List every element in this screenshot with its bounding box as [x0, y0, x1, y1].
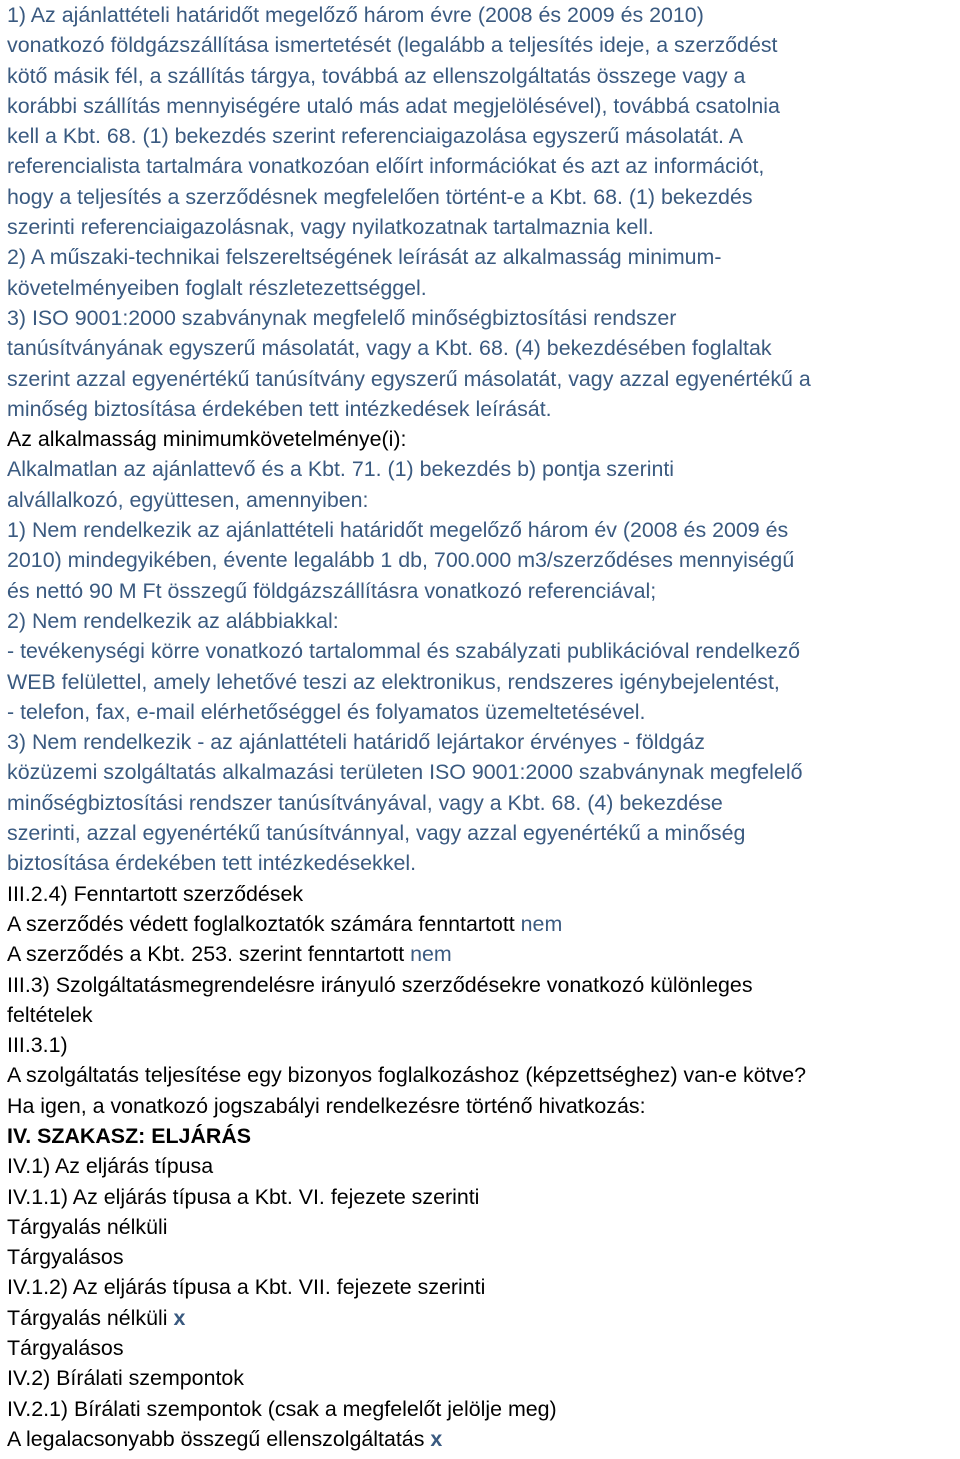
line-text: feltételek	[7, 1002, 93, 1027]
text-line	[7, 394, 957, 424]
text-line	[7, 333, 957, 363]
line-text: biztosítása érdekében tett intézkedésekkel.	[7, 851, 417, 876]
line-text: kell a Kbt. 68. (1) bekezdés szerint referenciaigazolása egyszerű másolatát. A	[7, 124, 743, 149]
text-line	[7, 788, 957, 818]
field-value: x	[430, 1426, 443, 1451]
line-text: 1) Az ajánlattételi határidőt megelőző három évre (2008 és 2009 és 2010)	[7, 3, 704, 27]
line-text: A legalacsonyabb összegű ellenszolgáltatás	[7, 1426, 431, 1451]
text-line	[7, 424, 957, 454]
text-line	[7, 1000, 957, 1030]
text-line	[7, 879, 957, 909]
line-text: 1) Nem rendelkezik az ajánlattételi határidőt megelőző három év (2008 és 2009 és	[7, 518, 789, 543]
line-text: 2) Nem rendelkezik az alábbiakkal:	[7, 608, 339, 633]
text-line	[7, 1091, 957, 1121]
line-text: IV.2) Bírálati szempontok	[7, 1366, 244, 1391]
text-line	[7, 727, 957, 757]
text-line	[7, 151, 957, 181]
line-text: WEB felülettel, amely lehetővé teszi az elektronikus, rendszeres igénybejelentést,	[7, 669, 780, 694]
line-text: alvállalkozó, együttesen, amennyiben:	[7, 487, 369, 512]
line-text: korábbi szállítás mennyiségére utaló más adat megjelölésével), továbbá csatolnia	[7, 93, 780, 118]
line-text: III.3.1)	[7, 1033, 68, 1058]
text-line	[7, 364, 957, 394]
line-text: kötő másik fél, a szállítás tárgya, továbbá az ellenszolgáltatás összege vagy a	[7, 63, 746, 88]
text-line	[7, 212, 957, 242]
line-text: IV. SZAKASZ: ELJÁRÁS	[7, 1123, 252, 1148]
line-text: 3) ISO 9001:2000 szabványnak megfelelő minőségbiztosítási rendszer	[7, 305, 677, 330]
text-line	[7, 606, 957, 636]
field-value: nem	[520, 911, 563, 936]
text-line	[7, 1272, 957, 1302]
line-text: Tárgyalásos	[7, 1245, 124, 1270]
text-line	[7, 1151, 957, 1181]
text-line	[7, 909, 957, 939]
line-text: III.3) Szolgáltatásmegrendelésre irányuló szerződésekre vonatkozó különleges	[7, 972, 753, 997]
line-text: közüzemi szolgáltatás alkalmazási területen ISO 9001:2000 szabványnak megfelelő	[7, 760, 803, 785]
field-value: nem	[410, 942, 452, 967]
document-body	[7, 0, 957, 1454]
text-line	[7, 273, 957, 303]
text-line	[7, 848, 957, 878]
text-line	[7, 576, 957, 606]
line-text: IV.1.1) Az eljárás típusa a Kbt. VI. fejezete szerinti	[7, 1184, 480, 1209]
line-text: Az alkalmasság minimumkövetelménye(i):	[7, 427, 407, 452]
text-line	[7, 91, 957, 121]
line-text: III.2.4) Fenntartott szerződések	[7, 881, 304, 906]
line-text: 3) Nem rendelkezik - az ajánlattételi határidő lejártakor érvényes - földgáz	[7, 730, 705, 755]
line-text: Tárgyalásos	[7, 1336, 124, 1361]
line-text: és nettó 90 M Ft összegű földgázszállításra vonatkozó referenciával;	[7, 578, 657, 603]
text-line	[7, 61, 957, 91]
text-line	[7, 1060, 957, 1090]
line-text: IV.1) Az eljárás típusa	[7, 1154, 214, 1179]
text-line	[7, 182, 957, 212]
text-line	[7, 545, 957, 575]
line-text: Ha igen, a vonatkozó jogszabályi rendelkezésre történő hivatkozás:	[7, 1093, 646, 1118]
text-line	[7, 1424, 957, 1454]
line-text: A szerződés védett foglalkoztatók számára fenntartott	[7, 911, 521, 936]
line-text: - telefon, fax, e-mail elérhetőséggel és folyamatos üzemeltetésével.	[7, 699, 646, 724]
line-text: A szerződés a Kbt. 253. szerint fenntartott	[7, 942, 411, 967]
text-line	[7, 1363, 957, 1393]
text-line	[7, 515, 957, 545]
line-text: szerint azzal egyenértékű tanúsítvány egyszerű másolatát, vagy azzal egyenértékű a	[7, 366, 811, 391]
line-text: 2) A műszaki-technikai felszereltségének leírását az alkalmasság minimum-	[7, 245, 722, 270]
line-text: referencialista tartalmára vonatkozóan előírt információkat és azt az információt,	[7, 154, 765, 179]
text-line	[7, 1303, 957, 1333]
text-line	[7, 121, 957, 151]
line-text: tanúsítványának egyszerű másolatát, vagy a Kbt. 68. (4) bekezdésében foglaltak	[7, 336, 772, 361]
text-line	[7, 1121, 957, 1151]
line-text: IV.2.1) Bírálati szempontok (csak a megfelelőt jelölje meg)	[7, 1396, 557, 1421]
text-line	[7, 454, 957, 484]
line-text: követelményeiben foglalt részletezettséggel.	[7, 275, 427, 300]
text-line	[7, 1030, 957, 1060]
text-line	[7, 667, 957, 697]
line-text: szerinti referenciaigazolásnak, vagy nyilatkozatnak tartalmaznia kell.	[7, 215, 654, 240]
line-text: hogy a teljesítés a szerződésnek megfelelően történt-e a Kbt. 68. (1) bekezdés	[7, 184, 753, 209]
text-line	[7, 636, 957, 666]
text-line	[7, 485, 957, 515]
line-text: Tárgyalás nélküli	[7, 1214, 168, 1239]
line-text: minőség biztosítása érdekében tett intézkedések leírását.	[7, 396, 552, 421]
line-text: Tárgyalás nélküli	[7, 1305, 174, 1330]
text-line	[7, 1394, 957, 1424]
text-line	[7, 0, 957, 30]
line-text: minőségbiztosítási rendszer tanúsítványával, vagy a Kbt. 68. (4) bekezdése	[7, 790, 723, 815]
line-text: IV.1.2) Az eljárás típusa a Kbt. VII. fejezete szerinti	[7, 1275, 486, 1300]
text-line	[7, 30, 957, 60]
text-line	[7, 697, 957, 727]
line-text: A szolgáltatás teljesítése egy bizonyos foglalkozáshoz (képzettséghez) van-e kötve?	[7, 1063, 807, 1088]
text-line	[7, 242, 957, 272]
text-line	[7, 939, 957, 969]
text-line	[7, 818, 957, 848]
line-text: Alkalmatlan az ajánlattevő és a Kbt. 71. (1) bekezdés b) pontja szerinti	[7, 457, 675, 482]
line-text: 2010) mindegyikében, évente legalább 1 db, 700.000 m3/szerződéses mennyiségű	[7, 548, 795, 573]
text-line	[7, 1212, 957, 1242]
field-value: x	[173, 1305, 186, 1330]
text-line	[7, 1242, 957, 1272]
text-line	[7, 303, 957, 333]
line-text: szerinti, azzal egyenértékű tanúsítvánnyal, vagy azzal egyenértékű a minőség	[7, 821, 746, 846]
line-text: vonatkozó földgázszállítása ismertetését (legalább a teljesítés ideje, a szerződést	[7, 33, 778, 58]
text-line	[7, 757, 957, 787]
line-text: - tevékenységi körre vonatkozó tartalommal és szabályzati publikációval rendelkező	[7, 639, 801, 664]
text-line	[7, 970, 957, 1000]
text-line	[7, 1333, 957, 1363]
text-line	[7, 1182, 957, 1212]
